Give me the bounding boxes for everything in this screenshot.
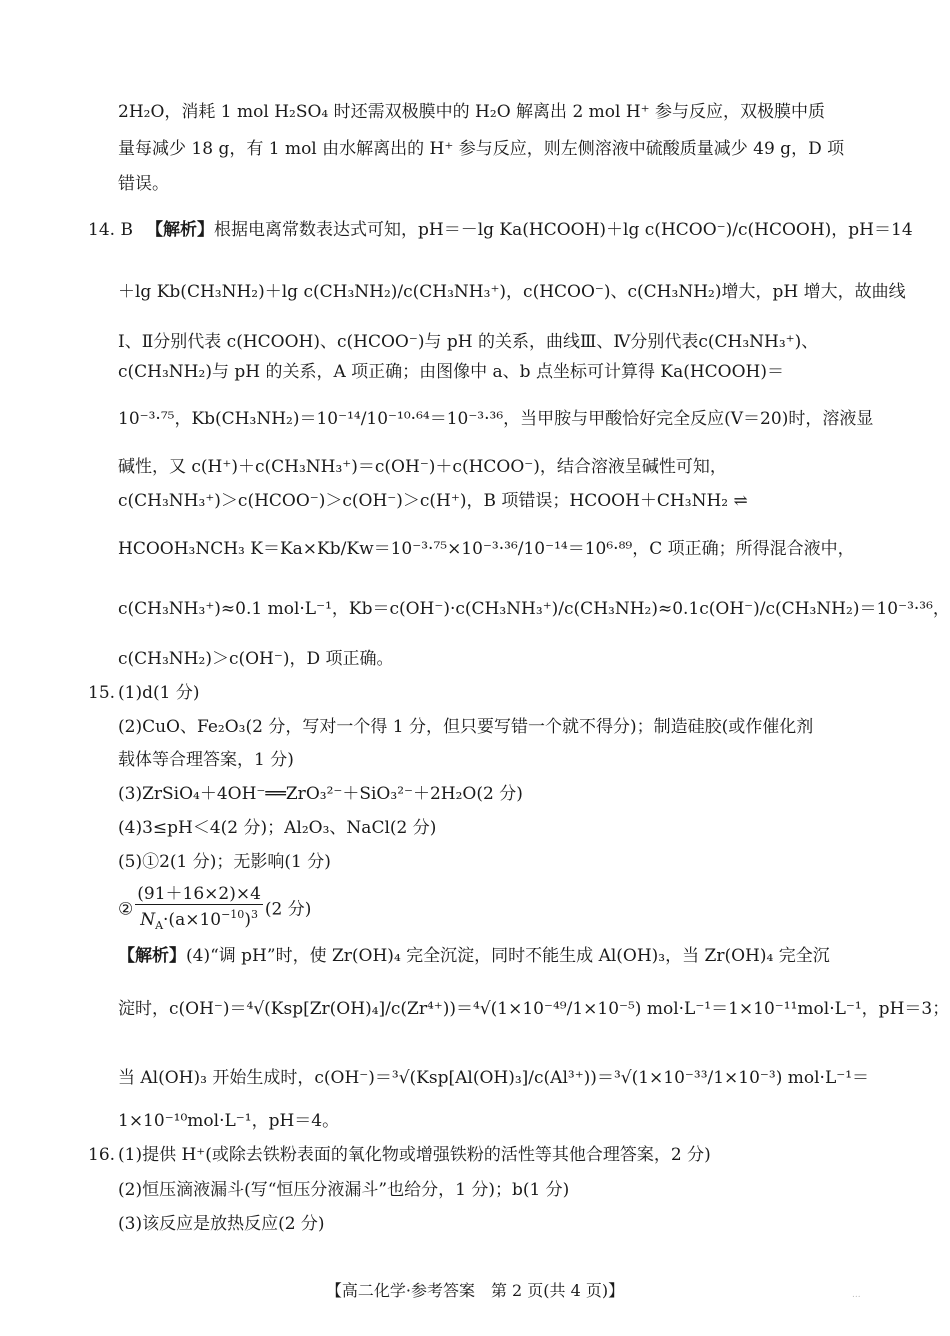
q15-explain-1: 【解析】(4)“调 pH”时，使 Zr(OH)₄ 完全沉淀，同时不能生成 Al(OH)₃，当 Zr(OH)₄ 完全沉	[118, 946, 830, 966]
q15-explain-2: 淀时，c(OH⁻)＝⁴√(Ksp[Zr(OH)₄]/c(Zr⁴⁺))＝⁴√(1×10⁻⁴⁹/1×10⁻⁵) mol·L⁻¹＝1×10⁻¹¹mol·L⁻¹，pH＝3；	[118, 999, 950, 1019]
q14-line-2: ＋lg Kb(CH₃NH₂)＋lg c(CH₃NH₂)/c(CH₃NH₃⁺)，c(HCOO⁻)、c(CH₃NH₂)增大，pH 增大，故曲线	[118, 282, 906, 302]
q15-explain-4: 1×10⁻¹⁰mol·L⁻¹，pH＝4。	[118, 1111, 340, 1131]
q14-line-8: HCOOH₃NCH₃ K＝Ka×Kb/Kw＝10⁻³·⁷⁵×10⁻³·³⁶/10⁻¹⁴＝10⁶·⁸⁹，C 项正确；所得混合液中，	[118, 539, 855, 559]
q15-part-1: (1)d(1 分)	[118, 683, 200, 703]
q14-line-7: c(CH₃NH₃⁺)＞c(HCOO⁻)＞c(OH⁻)＞c(H⁺)，B 项错误；HCOOH＋CH₃NH₂ ⇌	[118, 491, 748, 511]
q15-part-3: (3)ZrSiO₄＋4OH⁻══ZrO₃²⁻＋SiO₃²⁻＋2H₂O(2 分)	[118, 784, 523, 804]
q16-part-1: (1)提供 H⁺(或除去铁粉表面的氧化物或增强铁粉的活性等其他合理答案，2 分)	[118, 1145, 711, 1165]
q13-line-3: 错误。	[118, 174, 169, 194]
q13-line-2: 量每减少 18 g，有 1 mol 由水解离出的 H⁺ 参与反应，则左侧溶液中硫酸质量减少 49 g，D 项	[118, 139, 845, 159]
q15-part-4: (4)3≤pH＜4(2 分)；Al₂O₃、NaCl(2 分)	[118, 818, 437, 838]
q15-explain-3: 当 Al(OH)₃ 开始生成时，c(OH⁻)＝³√(Ksp[Al(OH)₃]/c(Al³⁺))＝³√(1×10⁻³³/1×10⁻³) mol·L⁻¹＝	[118, 1068, 870, 1088]
q14-line-1: 【解析】根据电离常数表达式可知，pH＝－lg Ka(HCOOH)＋lg c(HCOO⁻)/c(HCOOH)，pH＝14	[146, 220, 913, 240]
analysis-tag: 【解析】	[146, 220, 214, 240]
q15-number: 15.	[88, 683, 116, 703]
q16-part-3: (3)该反应是放热反应(2 分)	[118, 1214, 325, 1234]
q14-line-3: Ⅰ、Ⅱ分别代表 c(HCOOH)、c(HCOO⁻)与 pH 的关系，曲线Ⅲ、Ⅳ分别代表c(CH₃NH₃⁺)、	[118, 332, 819, 352]
page-footer: 【高二化学·参考答案 第 2 页(共 4 页)】	[325, 1281, 625, 1300]
q14-line-6: 碱性，又 c(H⁺)＋c(CH₃NH₃⁺)＝c(OH⁻)＋c(HCOO⁻)，结合溶液呈碱性可知，	[118, 457, 727, 477]
q15-part-5: (5)①2(1 分)；无影响(1 分)	[118, 852, 331, 872]
q13-line-1: 2H₂O，消耗 1 mol H₂SO₄ 时还需双极膜中的 H₂O 解离出 2 mol H⁺ 参与反应，双极膜中质	[118, 102, 826, 122]
q14-number: 14. B	[88, 220, 133, 240]
density-fraction: $\frac{(91+16\times 2)\times 4}{N_A\cdot(a\times 10^{-10})^3}$	[137, 884, 261, 932]
q14-line-9: c(CH₃NH₃⁺)≈0.1 mol·L⁻¹，Kb＝c(OH⁻)·c(CH₃NH₃⁺)/c(CH₃NH₂)≈0.1c(OH⁻)/c(CH₃NH₂)＝10⁻³·³⁶，	[118, 599, 950, 619]
scan-mark: ...	[852, 1290, 861, 1300]
q16-part-2: (2)恒压滴液漏斗(写“恒压分液漏斗”也给分，1 分)；b(1 分)	[118, 1180, 570, 1200]
q15-part-2a: (2)CuO、Fe₂O₃(2 分，写对一个得 1 分，但只要写错一个就不得分)；制造硅胶(或作催化剂	[118, 717, 814, 737]
q15-part-6: ② $\frac{(91+16\times 2)\times 4}{N_A\cdot(a\times 10^{-10})^3}$ (2 分)	[118, 884, 311, 936]
q16-number: 16.	[88, 1145, 116, 1165]
analysis-tag: 【解析】	[118, 946, 186, 966]
q14-line-10: c(CH₃NH₂)＞c(OH⁻)，D 项正确。	[118, 649, 394, 669]
q15-part-2b: 载体等合理答案，1 分)	[118, 750, 294, 770]
q14-line-4: c(CH₃NH₂)与 pH 的关系，A 项正确；由图像中 a、b 点坐标可计算得 Ka(HCOOH)＝	[118, 362, 785, 382]
q14-line-5: 10⁻³·⁷⁵，Kb(CH₃NH₂)＝10⁻¹⁴/10⁻¹⁰·⁶⁴＝10⁻³·³⁶，当甲胺与甲酸恰好完全反应(V＝20)时，溶液显	[118, 409, 874, 429]
